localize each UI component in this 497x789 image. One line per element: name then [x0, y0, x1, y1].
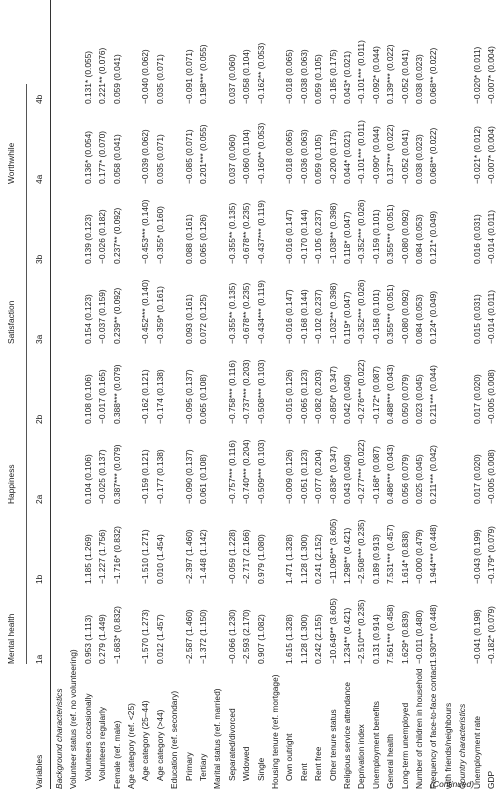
row-label: Age category (>44) [154, 709, 165, 781]
table-cell: 0.241 (2.152) [313, 534, 324, 584]
table-cell: −0.162 (0.121) [140, 369, 151, 424]
table-cell: −11.096** (3.605) [327, 518, 338, 584]
table-cell: 0.065 (0.126) [198, 214, 208, 264]
model-header: 2a [34, 494, 44, 504]
row-label: Single [255, 757, 266, 781]
model-header: 2b [34, 414, 44, 424]
table-cell: 0.084 (0.053) [414, 214, 424, 264]
column-group-header: Satisfaction [6, 300, 16, 344]
table-cell: 1.234** (0.421) [342, 607, 352, 664]
table-cell: −0.036 (0.063) [298, 129, 309, 184]
row-label: Age category (25–44) [140, 700, 151, 781]
table-cell: −2.508*** (0.235) [356, 519, 367, 584]
table-cell: −0.020* (0.011) [471, 46, 482, 104]
row-label: Volunteers regularly [97, 706, 108, 781]
table-cell: −0.052 (0.041) [399, 49, 410, 104]
table-cell: −0.177 (0.138) [154, 449, 165, 504]
table-cell: −0.082 (0.203) [313, 369, 324, 424]
table-cell: −0.058 (0.104) [241, 49, 252, 104]
table-cell: 0.044* (0.021) [342, 130, 352, 184]
model-header: 3b [34, 254, 44, 264]
table-cell: 1.930*** (0.448) [428, 604, 439, 664]
table-cell: 0.016 (0.031) [471, 214, 482, 264]
table-cell: −0.043 (0.199) [471, 529, 482, 584]
table-cell: 0.061 (0.108) [198, 454, 208, 504]
header-rule [50, 0, 51, 789]
table-cell: −0.014 (0.011) [486, 289, 496, 344]
table-cell: 0.043* (0.021) [342, 50, 352, 104]
table-cell: −1.032** (0.398) [327, 282, 338, 344]
table-cell: −0.007* (0.004) [486, 126, 496, 184]
row-label: Deprivation index [356, 724, 367, 789]
model-header: 4b [34, 94, 44, 104]
table-cell: 0.907 (1.082) [255, 614, 266, 664]
column-group-header: Happiness [6, 464, 16, 504]
table-cell: −0.000 (0.479) [414, 529, 424, 584]
table-cell: −0.038 (0.063) [298, 49, 309, 104]
table-cell: −0.037 (0.159) [97, 289, 108, 344]
table-cell: 0.015 (0.031) [471, 294, 482, 344]
table-cell: −0.080 (0.092) [399, 209, 410, 264]
row-label: Rent [298, 763, 309, 781]
table-cell: −0.025 (0.137) [97, 449, 108, 504]
table-cell: −0.066 (1.230) [226, 609, 237, 664]
table-cell: −0.170 (0.144) [298, 209, 309, 264]
row-label: Separated/divorced [226, 708, 237, 781]
table-cell: −0.352*** (0.026) [356, 279, 367, 344]
table-cell: −0.016 (0.147) [284, 289, 295, 344]
table-cell: −0.352*** (0.026) [356, 199, 367, 264]
table-cell: 0.088 (0.161) [183, 214, 194, 264]
continued-note: (Continued) [430, 779, 474, 789]
table-cell: 0.059 (0.105) [313, 54, 324, 104]
table-cell: 1.615 (1.328) [284, 614, 295, 664]
table-cell: −0.021* (0.012) [471, 126, 482, 184]
table-cell: 0.065 (0.108) [198, 374, 208, 424]
table-cell: −2.593 (2.170) [241, 609, 252, 664]
table-cell: −1.683* (0.832) [111, 606, 122, 664]
table-cell: −0.162** (0.053) [255, 42, 266, 104]
table-cell: −0.052 (0.041) [399, 129, 410, 184]
table-cell: 1.629* (0.839) [399, 610, 410, 664]
table-cell: −0.453*** (0.140) [140, 199, 151, 264]
table-cell: −0.757*** (0.116) [226, 440, 237, 504]
table-cell: −0.355** (0.135) [226, 202, 237, 264]
table-cell: −0.039 (0.062) [140, 129, 151, 184]
table-cell: −1.570 (1.273) [140, 609, 151, 664]
model-header: 3a [34, 334, 44, 344]
row-label: Widowed [241, 746, 252, 781]
table-cell: −0.040 (0.062) [140, 49, 151, 104]
table-cell: −0.095 (0.137) [183, 369, 194, 424]
table-cell: 0.131* (0.055) [82, 50, 93, 104]
table-cell: 0.136* (0.054) [82, 130, 93, 184]
table-cell: 0.198*** (0.055) [198, 44, 208, 104]
table-cell: 0.042 (0.040) [342, 374, 352, 424]
table-cell: 0.072 (0.125) [198, 294, 208, 344]
table-cell: −0.017 (0.165) [97, 369, 108, 424]
table-cell: −10.649** (3.605) [327, 598, 338, 664]
table-cell: 0.068** (0.022) [428, 47, 439, 104]
table-cell: −0.101*** (0.011) [356, 120, 367, 184]
table-cell: −0.277*** (0.022) [356, 439, 367, 504]
table-cell: −0.740*** (0.204) [241, 439, 252, 504]
model-header: 1b [34, 574, 44, 584]
table-cell: −0.452*** (0.140) [140, 279, 151, 344]
table-cell: −0.437*** (0.119) [255, 200, 266, 264]
column-group-header: Worthwhile [6, 142, 16, 184]
row-label: with friends/neighbours [442, 702, 453, 789]
table-cell: −2.717 (2.166) [241, 529, 252, 584]
table-cell: −0.018 (0.065) [284, 129, 295, 184]
table-cell: −0.016 (0.147) [284, 209, 295, 264]
row-label: Volunteer status (ref. no volunteering) [68, 649, 79, 789]
row-label: Rent free [313, 746, 324, 781]
row-label: Own outright [284, 733, 295, 781]
table-cell: 0.093 (0.161) [183, 294, 194, 344]
group-rule [26, 344, 27, 504]
table-cell: −0.051 (0.123) [298, 449, 309, 504]
table-cell: −0.276*** (0.022) [356, 359, 367, 424]
table-cell: −0.007* (0.004) [486, 46, 496, 104]
table-cell: 0.137*** (0.022) [385, 124, 396, 184]
row-label: Female (ref. male) [111, 720, 122, 789]
group-rule [26, 84, 27, 184]
table-cell: 0.017 (0.020) [471, 374, 482, 424]
table-cell: 0.387*** (0.079) [111, 444, 122, 504]
table-cell: −1.227 (1.756) [97, 529, 108, 584]
table-cell: 0.023 (0.045) [414, 374, 424, 424]
table-cell: −2.587 (1.460) [183, 609, 194, 664]
row-label: Marital status (ref. married) [212, 688, 223, 789]
table-cell: 0.038 (0.023) [414, 54, 424, 104]
table-cell: −0.101*** (0.011) [356, 40, 367, 104]
table-cell: −0.179* (0.079) [486, 526, 496, 584]
column-group-header: Mental health [6, 613, 16, 664]
table-cell: −1.510 (1.271) [140, 529, 151, 584]
table-cell: 0.139*** (0.022) [385, 44, 396, 104]
row-label: Frequency of face-to-face contact [428, 664, 439, 789]
table-cell: 1.298** (0.421) [342, 527, 352, 584]
table-cell: −0.678** (0.235) [241, 202, 252, 264]
table-cell: −0.355** (0.135) [226, 282, 237, 344]
table-cell: 0.012 (1.457) [154, 614, 165, 664]
table-cell: −0.005 (0.008) [486, 449, 496, 504]
table-cell: −0.041 (0.198) [471, 609, 482, 664]
table-cell: −0.182* (0.079) [486, 606, 496, 664]
table-cell: 0.177* (0.070) [97, 130, 108, 184]
row-label: Background characteristics [54, 688, 64, 789]
table-cell: −0.158 (0.101) [370, 289, 381, 344]
table-cell: 0.121* (0.049) [428, 210, 439, 264]
row-label: Housing tenure (ref. mortgage) [270, 674, 280, 789]
table-cell: 0.068** (0.022) [428, 127, 439, 184]
table-cell: −0.065 (0.123) [298, 369, 309, 424]
table-cell: −0.355* (0.160) [154, 206, 165, 264]
table-cell: −0.160** (0.053) [255, 122, 266, 184]
table-cell: −0.850* (0.347) [327, 366, 338, 424]
table-cell: 0.242 (2.155) [313, 614, 324, 664]
table-cell: 0.131 (0.914) [370, 614, 381, 664]
table-cell: 0.388*** (0.079) [111, 364, 122, 424]
table-cell: 0.189 (0.913) [370, 534, 381, 584]
row-label: Age category (ref. <25) [126, 703, 136, 789]
table-cell: −0.509*** (0.103) [255, 439, 266, 504]
table-cell: 0.355*** (0.051) [385, 204, 396, 264]
table-cell: −0.102 (0.237) [313, 289, 324, 344]
row-label: Country characteristics [457, 703, 468, 789]
model-header: 1a [34, 654, 44, 664]
table-cell: 0.104 (0.106) [82, 454, 93, 504]
table-cell: 0.221** (0.076) [97, 47, 108, 104]
table-cell: −0.159 (0.121) [140, 449, 151, 504]
table-cell: 1.128 (1.300) [298, 534, 309, 584]
table-cell: −0.092* (0.044) [370, 46, 381, 104]
table-cell: 0.035 (0.071) [154, 134, 165, 184]
table-cell: 0.108 (0.106) [82, 374, 93, 424]
table-cell: 0.025 (0.045) [414, 454, 424, 504]
table-cell: −0.014 (0.011) [486, 209, 496, 264]
table-cell: −0.026 (0.182) [97, 209, 108, 264]
table-cell: −2.397 (1.460) [183, 529, 194, 584]
table-cell: 0.124* (0.049) [428, 290, 439, 344]
table-cell: −0.168 (0.144) [298, 289, 309, 344]
table-cell: −2.510*** (0.235) [356, 599, 367, 664]
table-cell: 0.017 (0.020) [471, 454, 482, 504]
table-cell: 7.531*** (0.457) [385, 524, 396, 584]
table-cell: −0.077 (0.204) [313, 449, 324, 504]
table-cell: −0.737*** (0.203) [241, 359, 252, 424]
row-label: Unemployment benefits [370, 701, 381, 789]
row-label: General health [385, 734, 396, 789]
table-cell: −0.015 (0.126) [284, 369, 295, 424]
table-cell: −0.758*** (0.116) [226, 360, 237, 424]
table-cell: −0.159 (0.101) [370, 209, 381, 264]
group-rule [26, 184, 27, 344]
row-label: Primary [183, 752, 194, 781]
row-label: Tertiary [198, 753, 208, 781]
group-rule [26, 504, 27, 664]
table-cell: 0.355*** (0.051) [385, 284, 396, 344]
table-cell: 0.488*** (0.043) [385, 364, 396, 424]
table-cell: −0.168* (0.087) [370, 446, 381, 504]
table-cell: 1.471 (1.328) [284, 534, 295, 584]
row-label: Long-term unemployed [399, 702, 410, 789]
table-cell: −1.716* (0.832) [111, 526, 122, 584]
table-cell: 0.119* (0.047) [342, 291, 352, 344]
table-cell: 0.201*** (0.055) [198, 124, 208, 184]
table-cell: 0.237** (0.092) [111, 207, 122, 264]
table-cell: −0.011 (0.480) [414, 609, 424, 664]
table-cell: 0.211*** (0.044) [428, 365, 439, 424]
table-cell: 0.239** (0.092) [111, 287, 122, 344]
row-label: Religious service attendance [342, 681, 352, 789]
table-cell: 0.043 (0.040) [342, 454, 352, 504]
table-cell: −1.372 (1.150) [198, 609, 208, 664]
table-cell: 0.058 (0.041) [111, 134, 122, 184]
table-cell: 0.037 (0.060) [226, 54, 237, 104]
row-label: GDP [486, 770, 496, 789]
table-cell: −0.059 (1.228) [226, 529, 237, 584]
table-cell: −0.174 (0.138) [154, 369, 165, 424]
table-cell: 0.979 (1.080) [255, 534, 266, 584]
table-cell: 0.486*** (0.043) [385, 444, 396, 504]
table-cell: 0.050 (0.079) [399, 374, 410, 424]
table-cell: 0.059 (0.105) [313, 134, 324, 184]
table-cell: 0.279 (1.449) [97, 614, 108, 664]
row-label: Education (ref. secondary) [169, 690, 180, 789]
table-cell: −0.200 (0.175) [327, 129, 338, 184]
table-cell: −0.172* (0.087) [370, 366, 381, 424]
table-cell: −0.508*** (0.103) [255, 359, 266, 424]
row-label: Number of children in household [414, 668, 424, 789]
row-label: Other tenure status [327, 709, 338, 781]
table-cell: −0.018 (0.065) [284, 49, 295, 104]
table-cell: −0.009 (0.126) [284, 449, 295, 504]
table-cell: −0.080 (0.092) [399, 289, 410, 344]
table-cell: 0.953 (1.113) [82, 614, 93, 664]
table-cell: −0.060 (0.104) [241, 129, 252, 184]
table-cell: −0.091 (0.071) [183, 49, 194, 104]
table-cell: 0.154 (0.123) [82, 294, 93, 344]
table-cell: 1.185 (1.269) [82, 534, 93, 584]
table-cell: 0.010 (1.454) [154, 534, 165, 584]
table-cell: −0.090 (0.137) [183, 449, 194, 504]
table-cell: −1.038** (0.398) [327, 202, 338, 264]
table-cell: 0.035 (0.071) [154, 54, 165, 104]
table-cell: 0.037 (0.060) [226, 134, 237, 184]
table-cell: 0.084 (0.053) [414, 294, 424, 344]
table-cell: 1.614* (0.838) [399, 530, 410, 584]
table-cell: 0.211*** (0.042) [428, 445, 439, 504]
table-cell: −0.005 (0.008) [486, 369, 496, 424]
table-cell: −1.448 (1.142) [198, 529, 208, 584]
table-cell: −0.836* (0.347) [327, 446, 338, 504]
table-cell: 0.059 (0.041) [111, 54, 122, 104]
table-cell: −0.105 (0.237) [313, 209, 324, 264]
table-cell: −0.085 (0.071) [183, 129, 194, 184]
table-cell: 7.561*** (0.458) [385, 604, 396, 664]
variables-header: Variables [34, 754, 44, 789]
table-cell: 0.038 (0.023) [414, 134, 424, 184]
row-label: Volunteers occasionally [82, 693, 93, 781]
model-header: 4a [34, 174, 44, 184]
table-cell: −0.678** (0.235) [241, 282, 252, 344]
table-cell: −0.434*** (0.119) [255, 280, 266, 344]
table-cell: −0.090* (0.044) [370, 126, 381, 184]
table-cell: 0.118* (0.047) [342, 211, 352, 264]
table-cell: 0.056 (0.079) [399, 454, 410, 504]
table-cell: 1.128 (1.300) [298, 614, 309, 664]
table-cell: −0.359* (0.161) [154, 286, 165, 344]
row-label: Unemployment rate [471, 715, 482, 789]
table-cell: 0.139 (0.123) [82, 214, 93, 264]
table-cell: 1.944*** (0.448) [428, 524, 439, 584]
table-cell: −0.185 (0.175) [327, 49, 338, 104]
